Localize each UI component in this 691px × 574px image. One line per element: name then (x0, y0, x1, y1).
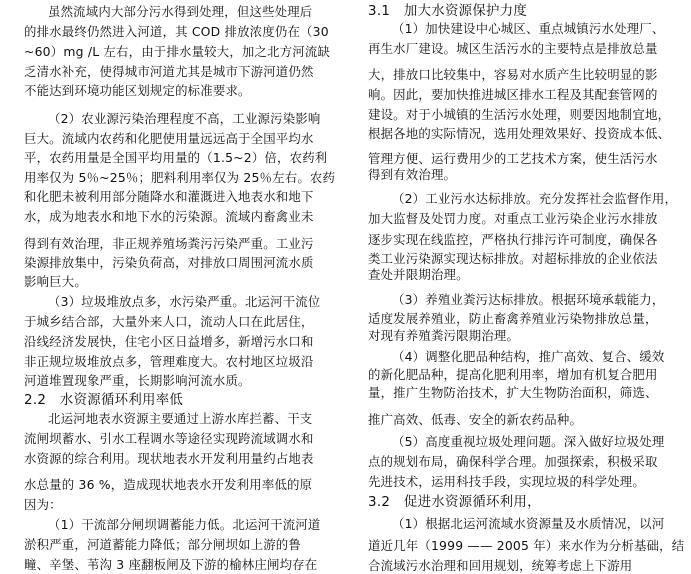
left-text-line: 非正规垃圾堆放点多，管理难度大。农村地区垃圾沿 (24, 354, 314, 369)
left-text-line: 用率仅为 5％~25％；肥料利用率仅为 25％左右。农药 (24, 170, 336, 185)
right-text-line: 根据各地的实际情况，选用处理效果好、投资成本低、 (368, 126, 671, 141)
left-text-line: 染源排放集中，污染负荷高，对排放口周围河流水质 (24, 255, 314, 270)
left-text-line: 影响巨大。 (24, 274, 87, 289)
right-text-line: （2）工业污水达标排放。充分发挥社会监督作用， (392, 191, 678, 206)
left-text-line: 的排水最终仍然进入河道，其 COD 排放浓度仍在（30 (24, 24, 329, 39)
left-text-line: ~60）mg /L 左右，由于排水量较大，加之北方河流缺 (24, 44, 331, 59)
right-text-line: （1）根据北运河流域水资源量及水质情况，以河 (392, 516, 665, 531)
left-text-line: 不能达到环境功能区划规定的标准要求。 (24, 83, 251, 98)
left-text-line: 于城乡结合部，大量外来人口，流动人口在此居住， (24, 314, 314, 329)
right-section-heading: 3.1 加大水资源保护力度 (368, 4, 528, 19)
left-text-line: 因为： (24, 497, 62, 512)
right-section-heading: 3.2 促进水资源循环利用， (368, 495, 541, 510)
right-text-line: 查处并限期治理。 (368, 267, 469, 282)
right-text-line: 道近几年（1999 —— 2005 年）来水作为分析基础，结 (368, 538, 685, 553)
left-text-line: 虽然流域内大部分污水得到处理，但这些处理后 (48, 4, 313, 19)
left-text-line: （1）干流部分闸坝调蓄能力低。北运河干流河道 (48, 517, 321, 532)
left-text-line: 淤积严重，河道蓄能力降低；部分闸坝如上游的鲁 (24, 537, 301, 552)
right-text-line: （1）加快建设中心城区、重点城镇污水处理厂、 (392, 21, 665, 36)
right-text-line: 得到有效治理。 (368, 167, 457, 182)
right-text-line: （3）养殖业粪污达标排放。根据环境承载能力， (392, 292, 665, 307)
right-text-line: 点的规划布局，确保科学合理。加强探索，积极采取 (368, 454, 658, 469)
left-text-line: 平，农药用量是全国平均用量的（1.5~2）倍，农药利 (24, 150, 328, 165)
right-text-line: 管理方便、运行费用少的工艺技术方案，使生活污水 (368, 151, 658, 166)
left-text-line: 流闸坝蓄水、引水工程调水等途径实现跨流域调水和 (24, 431, 314, 446)
left-text-line: 得到有效治理，非正规养殖场粪污污染严重。工业污 (24, 236, 314, 251)
left-text-line: （2）农业源污染治理程度不高，工业源污染影响 (48, 111, 321, 126)
left-text-line: 北运河地表水资源主要通过上游水库拦蓄、干支 (48, 411, 313, 426)
right-text-line: 逐步实现在线监控，严格执行排污许可制度，确保各 (368, 232, 658, 247)
right-text-line: 大，排放口比较集中，容易对水质产生比较明显的影 (368, 67, 658, 82)
right-text-line: 适度发展养殖业，防止畜禽养殖业污染物排放总量， (368, 311, 658, 326)
left-text-line: 河道堆置现象严重，长期影响河流水质。 (24, 373, 251, 388)
right-text-line: 加大监督及处罚力度。对重点工业污染企业污水排放 (368, 211, 658, 226)
left-text-line: 疃、辛堡、苇沟 3 座翻板闸及下游的榆林庄闸均存在 (24, 557, 318, 572)
right-text-line: 类工业污染源实现达标排放。对超标排放的企业依法 (368, 251, 658, 266)
right-text-line: 对现有养殖粪污限期治理。 (368, 328, 520, 343)
left-section-heading: 2.2 水资源循环利用率低 (24, 393, 184, 408)
right-text-line: （4）调整化肥品种结构，推广高效、复合、缓效 (392, 349, 665, 364)
left-text-line: 水，成为地表水和地下水的污染源。流域内畜禽业未 (24, 209, 314, 224)
left-text-line: 水总量的 36 %，造成现状地表水开发利用率低的原 (24, 477, 313, 492)
right-text-line: 量，推广生物防治技术，扩大生物防治面积，筛选、 (368, 385, 658, 400)
right-text-line: 响。因此，要加快推进城区排水工程及其配套管网的 (368, 87, 658, 102)
left-text-line: 水资源的综合利用。现状地表水开发利用量约占地表 (24, 451, 314, 466)
left-text-line: 巨大。流域内农药和化肥使用量远远高于全国平均水 (24, 131, 314, 146)
left-text-line: 沿线经济发展快，住宅小区日益增多，新增污水口和 (24, 334, 314, 349)
right-text-line: 先进技术，运用科技手段，实现垃圾的科学处理。 (368, 474, 645, 489)
left-text-line: 和化肥未被利用部分随降水和灌溉进入地表水和地下 (24, 189, 314, 204)
right-text-line: 再生水厂建设。城区生活污水的主要特点是排放总量 (368, 41, 658, 56)
right-text-line: 建设。对于小城镇的生活污水处理，则要因地制宜地， (368, 107, 671, 122)
right-text-line: 的新化肥品种，提高化肥利用率，增加有机复合肥用 (368, 367, 658, 382)
right-text-line: （5）高度重视垃圾处理问题。深入做好垃圾处理 (392, 434, 665, 449)
left-text-line: （3）垃圾堆放点多，水污染严重。北运河干流位 (48, 294, 321, 309)
right-text-line: 合流域污水治理和回用规划，统筹考虑上下游用 (368, 558, 633, 573)
right-text-line: 推广高效、低毒、安全的新农药品种。 (368, 412, 583, 427)
left-text-line: 乏清水补充，使得城市河道尤其是城市下游河道仍然 (24, 64, 314, 79)
